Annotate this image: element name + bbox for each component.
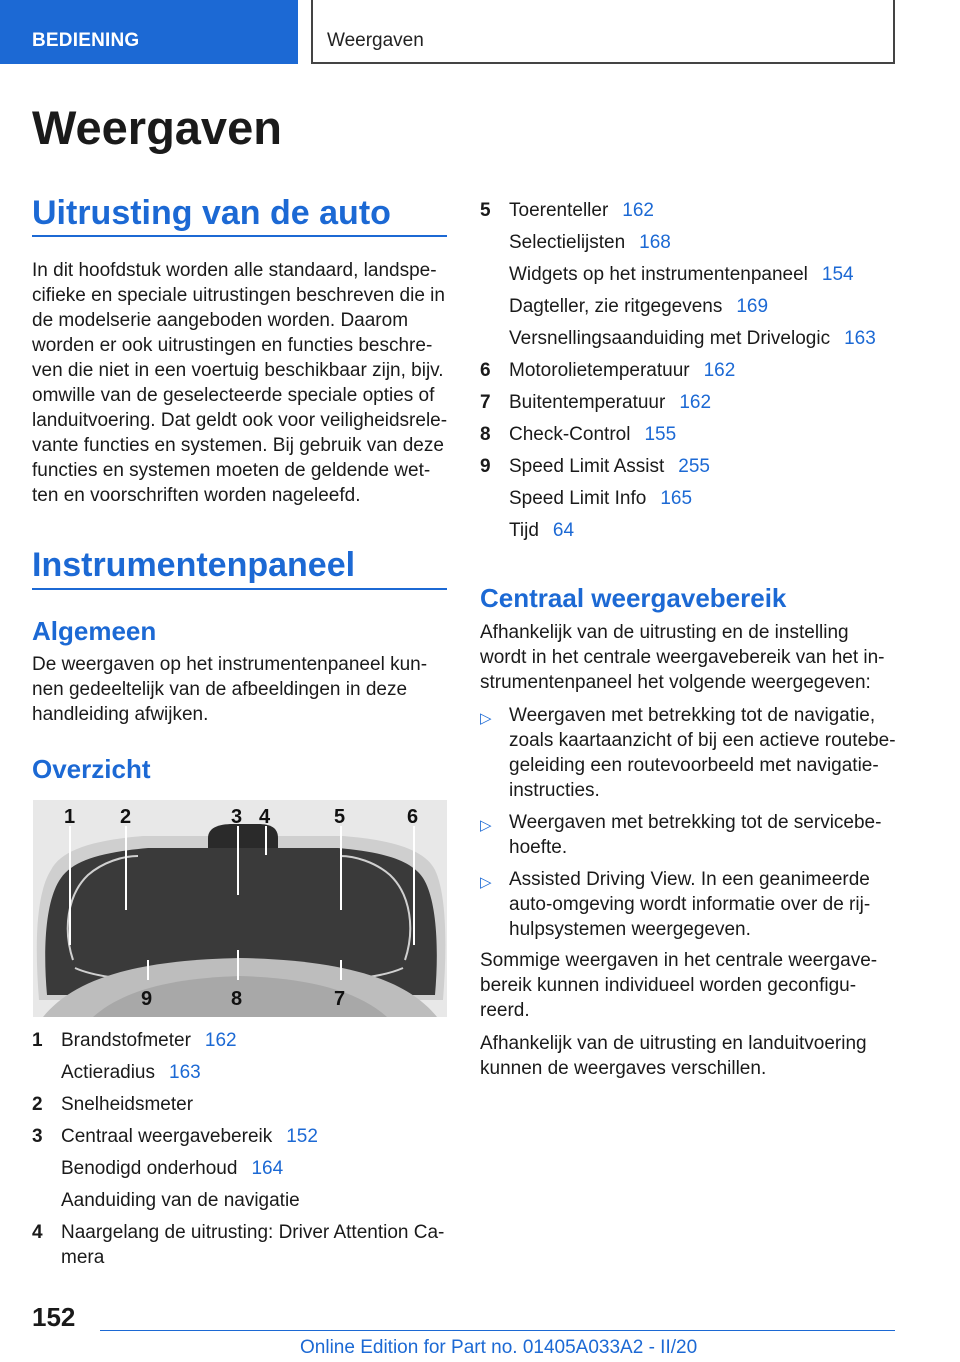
text-line: De weergaven op het instrumentenpaneel kun- [32, 654, 428, 675]
item-label: Buitentemperatuur [509, 392, 666, 413]
text-line: vante functies en systemen. Bij gebruik van deze [32, 435, 444, 456]
text-line: Assisted Driving View. In een geanimeerde [509, 869, 870, 890]
item-number: 3 [32, 1126, 43, 1147]
section-title-instrument-panel: Instrumentenpaneel [32, 546, 356, 584]
text-line: handleiding afwijken. [32, 704, 209, 725]
chapter-label: Weergaven [327, 30, 424, 51]
text-line: kunnen de weergaves verschillen. [480, 1058, 767, 1079]
bullet-triangle-icon: ▷ [480, 817, 492, 834]
page-link[interactable]: 155 [644, 424, 677, 445]
page-link[interactable]: 169 [736, 296, 769, 317]
item-label: Naargelang de uitrusting: Driver Attention Ca- [61, 1222, 445, 1243]
text-line: functies en systemen moeten de geldende wet- [32, 460, 431, 481]
page-title: Weergaven [32, 101, 282, 154]
page-link[interactable]: 163 [169, 1062, 201, 1083]
text-line: hoefte. [509, 837, 568, 858]
subsection-title-overview: Overzicht [32, 754, 151, 784]
subsection-title-general: Algemeen [32, 616, 157, 646]
item-label: Aanduiding van de navigatie [61, 1190, 300, 1211]
variation-paragraph [480, 1031, 900, 1081]
item-number: 2 [32, 1094, 43, 1115]
text-line: worden er ook uitrustingen en functies beschre- [32, 335, 433, 356]
item-label: Benodigd onderhoud [61, 1158, 238, 1179]
text-line: reerd. [480, 1000, 530, 1021]
item-label: Widgets op het instrumentenpaneel [509, 264, 808, 285]
bullet-item [480, 810, 900, 860]
callout-3: 3 [231, 806, 243, 828]
section-rule [32, 235, 447, 237]
text-line: hulpsystemen weergegeven. [509, 919, 751, 940]
callout-8: 8 [231, 988, 243, 1010]
text-line: zoals kaartaanzicht of bij een actieve routebe- [509, 730, 896, 751]
item-label: Versnellingsaanduiding met Drivelogic [509, 328, 831, 349]
text-line: nen gedeeltelijk van de afbeeldingen in deze [32, 679, 408, 700]
bullet-item [480, 867, 900, 942]
text-line: Weergaven met betrekking tot de servicebe- [509, 812, 882, 833]
callout-7: 7 [334, 988, 346, 1010]
item-label: Toerenteller [509, 200, 609, 221]
item-number: 5 [480, 200, 491, 221]
item-label: Check-Control [509, 424, 631, 445]
item-number: 7 [480, 392, 491, 413]
general-paragraph [32, 652, 452, 727]
text-line: ven die niet in een voertuig beschikbaar zijn, bijv. [32, 360, 444, 381]
page-link[interactable]: 162 [204, 1030, 237, 1051]
item-label: Dagteller, zie ritgegevens [509, 296, 723, 317]
text-line: ten en voorschriften worden nageleefd. [32, 485, 361, 506]
item-label: Tijd [509, 520, 539, 541]
page-link[interactable]: 162 [703, 360, 736, 381]
bullet-item [480, 703, 900, 803]
page-number: 152 [32, 1302, 76, 1332]
chapter-tab [311, 0, 895, 64]
page-link[interactable]: 163 [844, 328, 876, 349]
section-tab [0, 0, 298, 64]
callout-4: 4 [259, 806, 271, 828]
instrument-cluster-illustration [33, 800, 447, 1017]
equipment-paragraph [32, 258, 452, 508]
callout-9: 9 [141, 988, 153, 1010]
text-line: Afhankelijk van de uitrusting en landuitvoering [480, 1033, 867, 1054]
text-line: Afhankelijk van de uitrusting en de instelling [480, 622, 849, 643]
callout-5: 5 [334, 806, 346, 828]
page-link[interactable]: 162 [622, 200, 654, 221]
item-label: Selectielijsten [509, 232, 626, 253]
item-label: Centraal weergavebereik [61, 1126, 273, 1147]
item-label: Actieradius [61, 1062, 155, 1083]
page-link[interactable]: 64 [552, 520, 575, 541]
section-rule [32, 588, 447, 590]
text-line: Weergaven met betrekking tot de navigatie, [509, 705, 876, 726]
text-line: strumentenpaneel het volgende weergegeven: [480, 672, 871, 693]
footer-rule [100, 1330, 895, 1331]
item-label: mera [61, 1247, 105, 1268]
page-link[interactable]: 165 [660, 488, 693, 509]
page-link[interactable]: 152 [286, 1126, 318, 1147]
text-line: Sommige weergaven in het centrale weergave- [480, 950, 878, 971]
central-display-intro [480, 620, 900, 695]
item-label: Speed Limit Assist [509, 456, 665, 477]
text-line: de modelserie aangeboden worden. Daarom [32, 310, 409, 331]
page-link[interactable]: 255 [678, 456, 710, 477]
configurable-paragraph [480, 948, 900, 1023]
item-number: 6 [480, 360, 491, 381]
item-number: 9 [480, 456, 491, 477]
page-link[interactable]: 164 [251, 1158, 284, 1179]
page-link[interactable]: 162 [679, 392, 712, 413]
page-link[interactable]: 154 [821, 264, 854, 285]
text-line: omwille van de geselecteerde speciale opties of [32, 385, 435, 406]
item-label: Snelheidsmeter [61, 1094, 194, 1115]
item-label: Speed Limit Info [509, 488, 647, 509]
text-line: In dit hoofdstuk worden alle standaard, landspe- [32, 260, 437, 281]
text-line: bereik kunnen individueel worden geconfigu- [480, 975, 857, 996]
callout-2: 2 [120, 806, 132, 828]
instrument-cluster-figure [33, 800, 447, 1017]
edition-note: Online Edition for Part no. 01405A033A2 - II/20 [300, 1337, 698, 1358]
item-label: Brandstofmeter [61, 1030, 191, 1051]
text-line: geleiding een routevoorbeeld met navigatie- [509, 755, 879, 776]
callout-1: 1 [64, 806, 76, 828]
text-line: landuitvoering. Dat geldt ook voor veiligheidsrele- [32, 410, 448, 431]
section-label: BEDIENING [32, 30, 140, 51]
item-number: 8 [480, 424, 491, 445]
item-number: 1 [32, 1030, 43, 1051]
text-line: wordt in het centrale weergavebereik van het in- [480, 647, 885, 668]
text-line: auto-omgeving wordt informatie over de rij- [509, 894, 871, 915]
subsection-title-central-display: Centraal weergavebereik [480, 583, 787, 613]
item-label: Motorolietemperatuur [509, 360, 690, 381]
text-line: instructies. [509, 780, 600, 801]
callout-6: 6 [407, 806, 419, 828]
bullet-triangle-icon: ▷ [480, 874, 492, 891]
bullet-triangle-icon: ▷ [480, 710, 492, 727]
item-number: 4 [32, 1222, 43, 1243]
text-line: cifieke en speciale uitrustingen beschreven die in [32, 285, 445, 306]
section-title-equipment: Uitrusting van de auto [32, 194, 391, 232]
page-link[interactable]: 168 [639, 232, 671, 253]
